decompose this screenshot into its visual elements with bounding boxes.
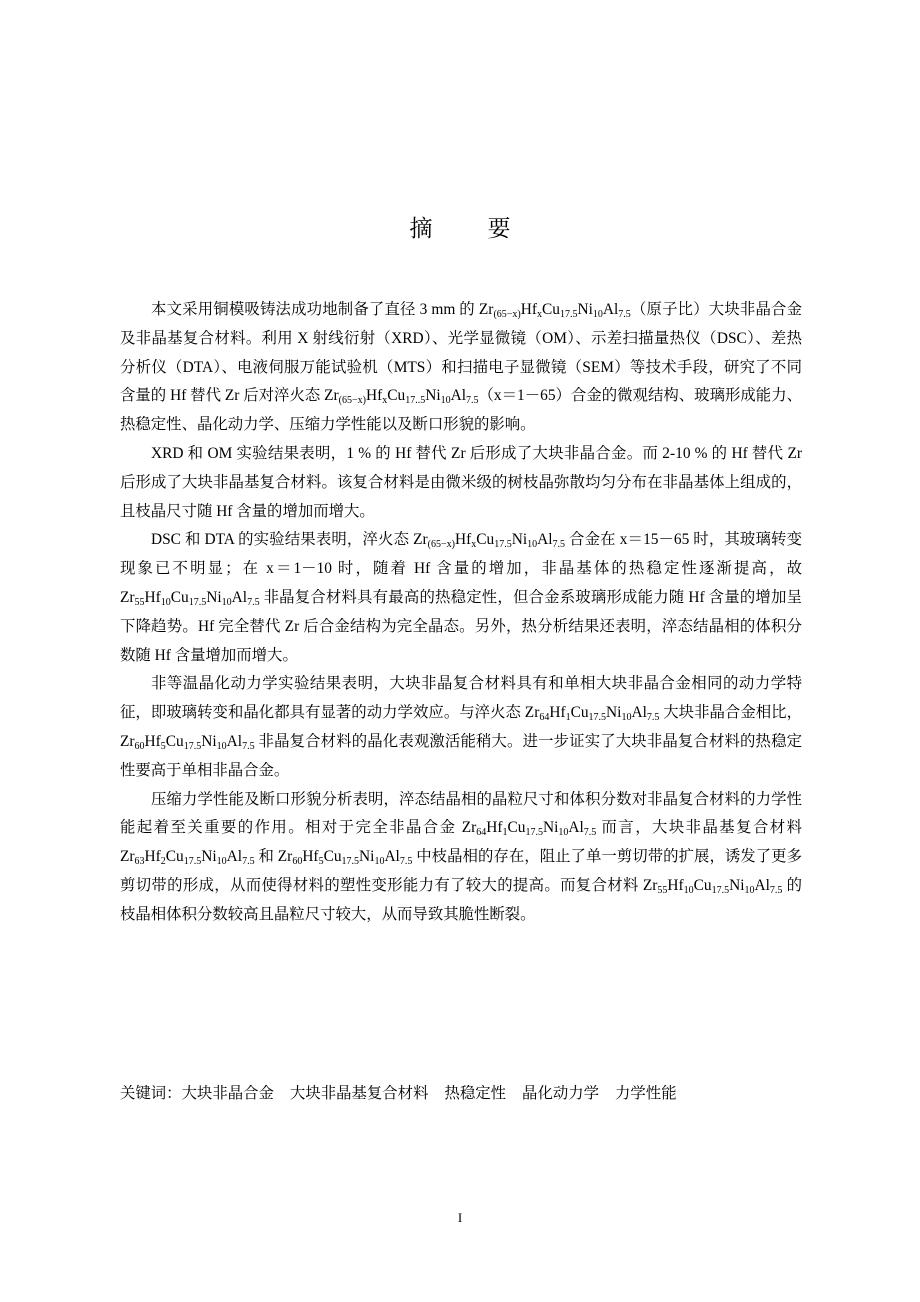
alloy-formula: $Zr_{55}Hf_{10}Cu_{17.5}Ni_{10}Al_{7.5}$	[642, 876, 783, 896]
alloy-formula: $Zr_{55}Hf_{10}Cu_{17.5}Ni_{10}Al_{7.5}$	[120, 588, 260, 608]
abstract-title: 摘 要	[409, 216, 527, 241]
alloy-formula: $Zr_{64}Hf_1Cu_{17.5}Ni_{10}Al_{7.5}$	[461, 819, 597, 839]
paragraph-1: 本文采用铜模吸铸法成功地制备了直径 3 mm 的 $Zr_{(65-x)}Hf_xCu_{17.5}Ni_{10}Al_{7.5}$（原子比）大块非晶合金及非晶基复合材料。利用 X 射线衍射（XRD）、光学显微镜（OM）、示差扫描量热仪（DSC）、差热分析仪（DTA）、电液伺服万能试验机（MTS）和扫描电子显微镜（SEM）等技术手段，研究了不同含量的 Hf 替代 Zr 后对淬火态 $Zr_{(65-x)}Hf_xCu_{17..5}Ni_{10}Al_{7.5}(x=1-65)$合金的微观结构、玻璃形成能力、热稳定性、晶化动力学、压缩力学性能以及断口形貌的影响。	[120, 301, 802, 434]
keyword-item: 晶化动力学	[522, 1085, 600, 1102]
alloy-formula: $Zr_{(65-x)}Hf_xCu_{17..5}Ni_{10}Al_{7.5}$	[324, 387, 479, 407]
paragraph-3: DSC 和 DTA 的实验结果表明，淬火态 $Zr_{(65-x)}Hf_xCu_{17.5}Ni_{10}Al_{7.5}$ 合金在 x＝15－65 时，其玻璃转变现象已不明显；在 x＝1－10 时，随着 Hf 含量的增加，非晶基体的热稳定性逐渐提高，故 $Zr_{55}Hf_{10}Cu_{17.5}Ni_{10}Al_{7.5}$ 非晶复合材料具有最高的热稳定性，但合金系玻璃形成能力随 Hf 含量的增加呈下降趋势。Hf 完全替代 Zr 后合金结构为完全晶态。另外，热分析结果还表明，淬态结晶相的体积分数随 Hf 含量增加而增大。	[120, 531, 802, 664]
alloy-formula: $Zr_{60}Hf_5Cu_{17.5}Ni_{10}Al_{7.5}$	[277, 848, 413, 868]
keywords-label: 关键词：	[120, 1085, 182, 1102]
keyword-item: 大块非晶基复合材料	[289, 1085, 429, 1102]
keyword-item: 力学性能	[615, 1085, 677, 1102]
paragraph-5: 压缩力学性能及断口形貌分析表明，淬态结晶相的晶粒尺寸和体积分数对非晶复合材料的力学性能起着至关重要的作用。相对于完全非晶合金 $Zr_{64}Hf_1Cu_{17.5}Ni_{10}Al_{7.5}$ 而言，大块非晶基复合材料 $Zr_{63}Hf_2Cu_{17.5}Ni_{10}Al_{7.5}$ 和 $Zr_{60}Hf_5Cu_{17.5}Ni_{10}Al_{7.5}$ 中枝晶相的存在，阻止了单一剪切带的扩展，诱发了更多剪切带的形成，从而使得材料的塑性变形能力有了较大的提高。而复合材料 $Zr_{55}Hf_{10}Cu_{17.5}Ni_{10}Al_{7.5}$ 的枝晶相体积分数较高且晶粒尺寸较大，从而导致其脆性断裂。	[120, 790, 802, 923]
keyword-item: 热稳定性	[444, 1085, 507, 1102]
keyword-item: 大块非晶合金	[181, 1085, 274, 1102]
keywords-line	[120, 1080, 820, 1108]
abstract-body	[120, 296, 802, 930]
paragraph-4: 非等温晶化动力学实验结果表明，大块非晶复合材料具有和单相大块非晶合金相同的动力学特征，即玻璃转变和晶化都具有显著的动力学效应。与淬火态 $Zr_{64}Hf_1Cu_{17.5}Ni_{10}Al_{7.5}$ 大块非晶合金相比，$Zr_{60}Hf_5Cu_{17.5}Ni_{10}Al_{7.5}$ 非晶复合材料的晶化表观激活能稍大。进一步证实了大块非晶复合材料的热稳定性要高于单相非晶合金。	[120, 675, 802, 779]
alloy-formula: $Zr_{60}Hf_5Cu_{17.5}Ni_{10}Al_{7.5}$	[120, 732, 255, 752]
alloy-formula: $Zr_{(65-x)}Hf_xCu_{17.5}Ni_{10}Al_{7.5}$	[413, 531, 566, 551]
alloy-formula: $Zr_{(65-x)}Hf_xCu_{17.5}Ni_{10}Al_{7.5}$	[478, 301, 631, 320]
paragraph-2: XRD 和 OM 实验结果表明，1 % 的 Hf 替代 Zr 后形成了大块非晶合金。而 2-10 % 的 Hf 替代 Zr 后形成了大块非晶基复合材料。该复合材料是由微米级的树枝晶弥散均匀分布在非晶基体上组成的，且枝晶尺寸随 Hf 含量的增加而增大。	[120, 444, 802, 520]
alloy-formula: $Zr_{64}Hf_1Cu_{17.5}Ni_{10}Al_{7.5}$	[524, 704, 660, 724]
alloy-formula: $Zr_{63}Hf_2Cu_{17.5}Ni_{10}Al_{7.5}$	[120, 848, 255, 868]
page-number: I	[457, 1210, 463, 1225]
